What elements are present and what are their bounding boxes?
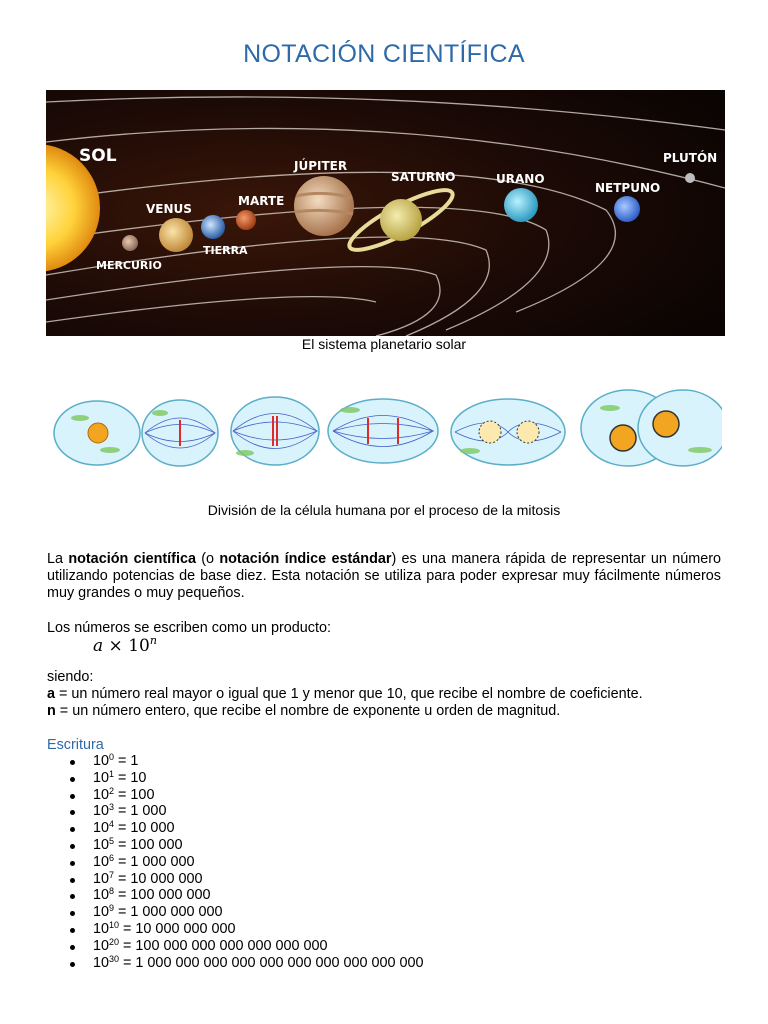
term-notacion-indice-estandar: notación índice estándar: [219, 551, 392, 567]
power-item: $10^{20} = 100$ 000 000 000 000 000 000: [68, 938, 424, 955]
solar-system-image: [46, 90, 725, 336]
mitosis-image: [50, 388, 722, 474]
solar-caption: El sistema planetario solar: [301, 336, 467, 352]
page-title: NOTACIÓN CIENTÍFICA: [243, 40, 525, 68]
powers-list: [68, 753, 424, 971]
power-item: $10^{10} = 10$ 000 000 000: [68, 921, 424, 938]
product-text: Los números se escriben como un producto:: [47, 620, 331, 636]
label-urano: URANO: [496, 172, 545, 186]
siendo-text: siendo:: [47, 669, 94, 685]
label-pluton: PLUTÓN: [663, 151, 718, 165]
escritura-heading: Escritura: [47, 737, 104, 753]
power-item: $10^0 = 1$: [68, 753, 424, 770]
definition-n: n = un número entero, que recibe el nombre de exponente u orden de magnitud.: [47, 703, 561, 719]
mitosis-caption: División de la célula humana por el proceso de la mitosis: [207, 502, 561, 518]
power-item: $10^6 = 1$ 000 000: [68, 854, 424, 871]
label-tierra: TIERRA: [203, 244, 248, 257]
formula: a × 10$^n$: [93, 634, 157, 656]
power-item: $10^{30} = 1$ 000 000 000 000 000 000 000 000 000 000: [68, 955, 424, 972]
term-notacion-cientifica: notación científica: [68, 551, 196, 567]
power-item: $10^5 = 100$ 000: [68, 837, 424, 854]
power-item: $10^2 = 100$: [68, 787, 424, 804]
definition-a: a = un número real mayor o igual que 1 y menor que 10, que recibe el nombre de coeficiente.: [47, 686, 643, 702]
label-mercurio: MERCURIO: [96, 259, 162, 272]
power-item: $10^4 = 10$ 000: [68, 820, 424, 837]
label-neptuno: NETPUNO: [595, 181, 661, 195]
power-item: $10^1 = 10$: [68, 770, 424, 787]
label-marte: MARTE: [238, 194, 285, 208]
label-sol: SOL: [79, 146, 117, 166]
power-item: $10^3 = 1$ 000: [68, 803, 424, 820]
power-item: $10^9 = 1$ 000 000 000: [68, 904, 424, 921]
label-jupiter: JÚPITER: [294, 159, 348, 173]
intro-paragraph: La notación científica (o notación índice estándar) es una manera rápida de representar un número utilizando potencias de base diez. Esta notación se utiliza para poder expresar muy fácilmente números muy grandes o muy pequeños.: [47, 551, 722, 601]
power-item: $10^8 = 100$ 000 000: [68, 887, 424, 904]
power-item: $10^7 = 10$ 000 000: [68, 871, 424, 888]
label-venus: VENUS: [146, 202, 192, 216]
label-saturno: SATURNO: [391, 170, 456, 184]
